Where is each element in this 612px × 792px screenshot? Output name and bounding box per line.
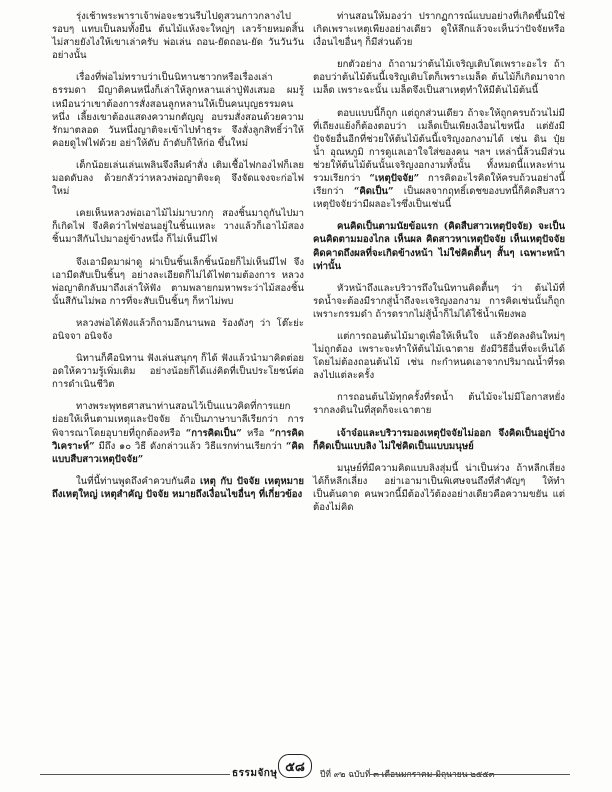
- paragraph: หลวงพ่อได้ฟังแล้วก็ถามอีกนานพอ ร้องดังๆ ว่า โต๊ะย่ะ อนิจจา อนิจจัง: [52, 317, 304, 342]
- paragraph: จึงเอามีดมาผ่าดู ผ่าเป็นชิ้นเล็กชิ้นน้อยก็ไม่เห็นมีไฟ จึงเอามีดสับเป็นชิ้นๆ อย่างละเอียดก็ไม่ได้ไฟตามต้องการ หลวงพ่อญาติกลับมาถึงเล่าให้ฟัง ตามพลายกมหาพระว่าไม้สองชิ้นนั้นสีกันไม่พอ การที่จะสับเป็นชิ้นๆ ก็หาไม่พบ: [52, 256, 304, 307]
- left-column: [52, 10, 304, 510]
- paragraph: [52, 475, 304, 501]
- paragraph: เรื่องที่พ่อไม่ทราบว่าเป็นนิทานชาวกหรือเรื่องเล่าธรรมดา มีญาติคนหนึ่งก็เล่าให้ลูกหลานเล่าปู่ฟังเสมอ ผมรู้เหมือนว่าเขาต้องการสั่งสอนลูกหลานให้เป็นคนบุญธรรมคนหนึ่ง เลี้ยงเขาต้องแสดงความกตัญญู อบรมสั่งสอนด้วยความรักมาตลอด วันหนึ่งญาติจะเข้าไปทำธุระ จึงสั่งลูกสิทธิ์ว่าให้คอยดูไฟไฟด้วย อย่าให้ดับ ถ้าดับก็ให้ก่อ ขึ้นใหม่: [52, 72, 304, 149]
- text-run: หรือ: [241, 427, 270, 439]
- bold-definition: เหตุ กับ ปัจจัย เหตุหมายถึงเหตุใหญ่ เหตุสำคัญ ปัจจัย หมายถึงเงื่อนไขอื่นๆ ที่เกี่ยวข้อง: [52, 475, 304, 500]
- paragraph: หัวหน้าถึงและบริวารถึงในนิทานคิดตื้นๆ ว่า ต้นไม้ที่รดน้ำจะต้องมีรากสู่น้ำถึงจะเจริญงอกงาม การคิดเช่นนั้นก็ถูก เพราะกรรมดำ ถ้ารดรากไม่สู้น้ำก็ไม่ได้ใช้น้ำเพียงพอ: [313, 282, 565, 320]
- term-kid-pen: “คิดเป็น”: [353, 186, 394, 198]
- page-number: [278, 754, 312, 778]
- bold-paragraph: เจ้าจ๋อและบริวารมองเหตุปัจจัยไม่ออก จึงคิดเป็นอยู่บ้างก็คิดเป็นแบบลิง ไม่ใช่คิดเป็นแบบมนุษย์: [313, 427, 565, 452]
- paragraph: [313, 107, 565, 212]
- paragraph: แต่การถอนต้นไม้มาดูเพื่อให้เห็นใจ แล้วยัดลงดินใหม่ๆ ไม่ถูกต้อง เพราะจะทำให้ต้นไม้เฉาตาย ยังมีวิธีอื่นที่จะเห็นได้โดยไม่ต้องถอนต้นไม้ เช่น กะกำหนดเอาจากปริมาณน้ำที่รดลงไปแต่ละครั้ง: [313, 330, 565, 382]
- page-number-text: ๕๘: [285, 759, 305, 775]
- term-kid-wikhro: “การคิดวิเคราะห์”: [52, 427, 305, 452]
- text-run: เป็นผลจากฤทธิ์เดชของบทนี้ก็คิดสืบสาวเหตุปัจจัยว่ามีผลอะไรซึ่งเป็นเช่นนี้: [313, 186, 565, 211]
- text-run: ทางพระพุทธศาสนาท่านสอนไว้เป็นแนวคิดที่การแยกย่อยให้เห็นตามเหตุและปัจจัย ถ้าเป็นภาษาบาลีเรียกว่า การพิจารณาโดยอุบายที่ถูกต้องหรือ: [52, 401, 304, 439]
- paragraph: นิทานก็คือนิทาน ฟังเล่นสนุกๆ ก็ได้ ฟังแล้วนำมาคิดต่อยอดให้ความรู้เพิ่มเติม อย่างน้อยก็ได้แง่คิดที่เป็นประโยชน์ต่อการดำเนินชีวิต: [52, 353, 304, 391]
- magazine-name: ธรรมจักษุ: [232, 768, 278, 779]
- paragraph: เคยเห็นหลวงพ่อเอาไม้ไม่มาบวกกุ สองชิ้นมาถูกันไปมาก็เกิดไฟ จึงคิดว่าไฟซ่อนอยู่ในชิ้นแหละ วางแล้วก็เอาไม้สองชิ้นมาสีกันไปมาอยู่ข้างหนึ่ง ก็ไม่เห็นมีไฟ: [52, 208, 304, 246]
- text-run: มีถึง ๑๐ วิธี ดังกล่าวแล้ว วิธีแรกท่านเรียกว่า: [94, 440, 286, 452]
- term-suep-sao: “คิดแบบสืบสาวเหตุปัจจัย”: [52, 440, 304, 465]
- text-run: ในที่นี้ท่านพูดถึงคำควบกันคือ: [76, 475, 200, 487]
- term-het-patjai: “เหตุปัจจัย”: [369, 173, 420, 185]
- paragraph: มนุษย์ที่มีความคิดแบบลิงสุ่มนี้ น่าเป็นห่วง ถ้าหลีกเลี่ยงได้ก็หลีกเลี่ยง อย่าเอามาเป็นพิเศษจนถึงที่สำคัญๆ ให้ทำเป็นต้นดาด คนพวกนี้มีต้องไว้ต้องอย่างเดียวคือความขยัน แต่ต้องไม่คิด: [313, 462, 565, 513]
- term-kid-pen: “การคิดเป็น”: [185, 427, 242, 439]
- paragraph: ยกตัวอย่าง ถ้าถามว่าต้นไม้เจริญเติบโตเพราะอะไร ถ้าตอบว่าต้นไม้ต้นนี้เจริญเติบโตก็เพราะเมล็ด ต้นไม้ก็เกิดมาจากเมล็ด เพราะฉะนั้น เมล็ดจึงเป็นสาเหตุทำให้มีต้นไม้ต้นนี้: [313, 59, 565, 97]
- paragraph: การถอนต้นไม้ทุกครั้งที่รดน้ำ ต้นไม้จะไม่มีโอกาสหยั่งรากลงดินในที่สุดก็จะเฉาตาย: [313, 392, 565, 417]
- issue-info: ปีที่ ๙๒ ฉบับที่ ๓ เดือนมกราคม-มิถุนายน ๒๕๕๓: [320, 770, 495, 780]
- right-column: [313, 10, 565, 523]
- bold-paragraph: คนคิดเป็นตามนัยข้อแรก (คิดสืบสาวเหตุปัจจัย) จะเป็นคนคิดตามมองไกล เห็นผล คิดสาวหาเหตุปัจจัย เห็นเหตุปัจจัยคิดคาดถึงผลที่จะเกิดข้างหน้า ไม่ใช่คิดตื้นๆ สั้นๆ เฉพาะหน้าเท่านั้น: [313, 221, 565, 272]
- paragraph: [52, 400, 304, 465]
- footer-rule-right: [370, 774, 570, 775]
- paragraph: เด็กน้อยเล่นเล่นเพลินจึงลืมคำสั่ง เติมเชื้อไฟกองไฟก็เลยมอดดับลง ด้วยกลัวว่าหลวงพ่อญาติจะดุ จึงจัดแจงจะก่อไฟใหม่: [52, 159, 304, 198]
- footer-rule-left: [40, 774, 230, 775]
- text-run: การคิดอะไรคิดให้ครบถ้วนอย่างนี้ เรียกว่า: [313, 173, 565, 198]
- text-run: ตอบแบบนี้ก็ถูก แต่ถูกส่วนเดียว ถ้าจะให้ถูกครบถ้วนไม่มีที่เถียงแย้งก็ต้องตอบว่า เมล็ดเป็นเพียงเงื่อนไขหนึ่ง แต่ยังมีปัจจัยอื่นอีกที่ช่วยให้ต้นไม้ต้นนี้เจริญงอกงามได้ เช่น ดิน ปุ๋ย น้ำ อุณหภูมิ การดูแลเอาใจใส่ของคน ฯลฯ เหล่านี้ล้วนมีส่วนช่วยให้ต้นไม้ต้นนั้นเจริญงอกงามทั้งนั้น ทั้งหมดนี้แหละท่านรวมเรียกว่า: [313, 107, 565, 185]
- paragraph: ท่านสอนให้มองว่า ปรากฏการณ์แบบอย่างที่เกิดขึ้นมิใช่เกิดเพราะเหตุเพียงอย่างเดียว ดูให้ลึกแล้วจะเห็นว่าปัจจัยหรือเงื่อนไขอื่นๆ ก็มีส่วนด้วย: [313, 11, 565, 49]
- paragraph: รุ่งเช้าพระพาราเจ้าพ่อจะชวนรีบไปดูสวนกาวกลางไปรอบๆ แทบเป็นลมทั้งยืน ต้นไม้แห้งจะใหญ่ๆ เลวร้ายหมดสิ้น ไม่สายยังไงให้เขาเล่าครับ พ่อเล่น ถอน-ยัดถอน-ยัด วันวันวันอย่างนั้น: [52, 11, 304, 62]
- page-footer: [0, 752, 612, 782]
